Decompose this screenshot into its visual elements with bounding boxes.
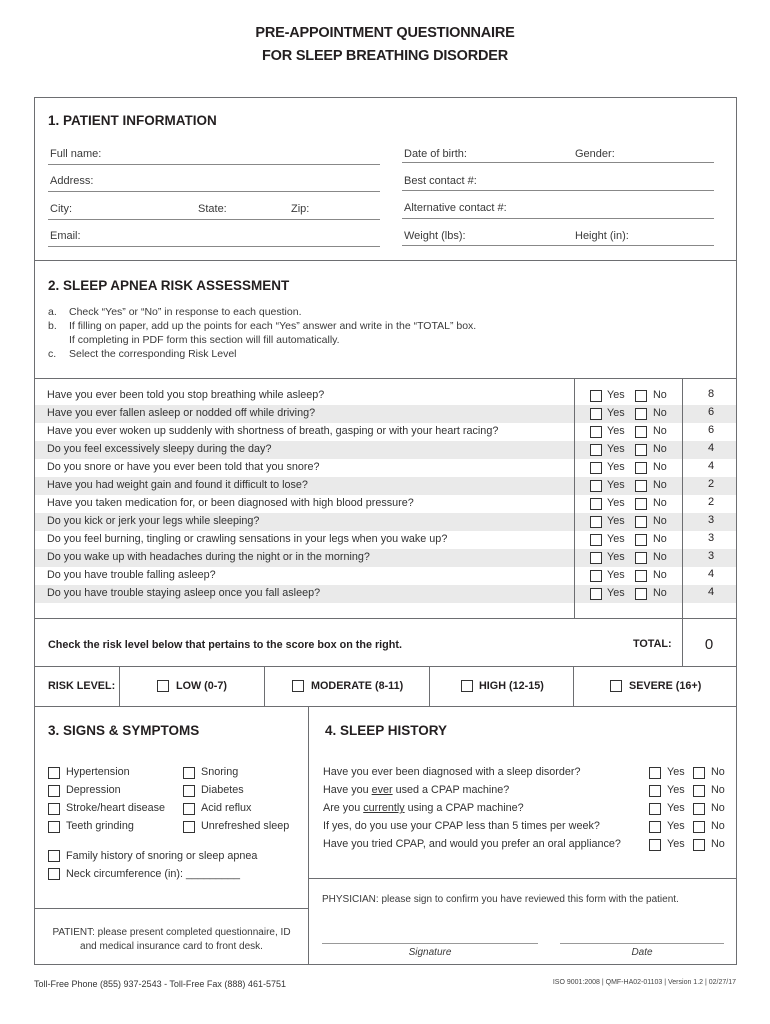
risk-question-6: Have you had weight gain and found it difficult to lose? (47, 479, 308, 491)
history-q3-yes-checkbox[interactable] (649, 803, 661, 815)
address-label: Address: (50, 175, 94, 187)
risk-q4-points: 4 (707, 442, 715, 454)
risk-question-8: Do you kick or jerk your legs while sleeping? (47, 515, 260, 527)
risk-high-checkbox[interactable] (461, 680, 473, 692)
no-label: No (653, 533, 667, 545)
signs-heading: 3. SIGNS & SYMPTOMS (48, 723, 200, 738)
risk-q11-points: 4 (707, 568, 715, 580)
history-q5-no-checkbox[interactable] (693, 839, 705, 851)
yes-label: Yes (667, 838, 685, 850)
no-label: No (653, 569, 667, 581)
risk-question-1: Have you ever been told you stop breathing while asleep? (47, 389, 325, 401)
patient-note-line2: and medical insurance card to front desk. (80, 941, 263, 952)
alt-contact-field[interactable] (402, 218, 714, 219)
history-q4: If yes, do you use your CPAP less than 5 times per week? (323, 820, 600, 832)
history-q5: Have you tried CPAP, and would you prefer an oral appliance? (323, 838, 621, 850)
history-q2-post: used a CPAP machine? (392, 784, 510, 796)
yes-label: Yes (607, 461, 625, 473)
no-label: No (653, 551, 667, 563)
risk-question-5: Do you snore or have you ever been told that you snore? (47, 461, 320, 473)
yes-label: Yes (667, 802, 685, 814)
weight-label: Weight (lbs): (404, 230, 466, 242)
no-label: No (711, 820, 725, 832)
gender-label: Gender: (575, 148, 615, 160)
history-q3-no-checkbox[interactable] (693, 803, 705, 815)
signature-line[interactable] (322, 943, 538, 944)
no-label: No (653, 461, 667, 473)
patient-info-heading: 1. PATIENT INFORMATION (48, 113, 217, 128)
risk-q9-points: 3 (707, 532, 715, 544)
risk-q7-yes-checkbox[interactable] (590, 498, 602, 510)
alt-contact-label: Alternative contact #: (404, 202, 507, 214)
risk-q5-yes-checkbox[interactable] (590, 462, 602, 474)
no-label: No (653, 407, 667, 419)
column-divider (264, 666, 265, 706)
unrefreshed-sleep-checkbox[interactable] (183, 821, 195, 833)
risk-question-3: Have you ever woken up suddenly with shortness of breath, gasping or with your heart racing? (47, 425, 499, 437)
column-divider (573, 666, 574, 706)
yes-label: Yes (607, 533, 625, 545)
risk-severe-checkbox[interactable] (610, 680, 622, 692)
risk-q6-points: 2 (707, 478, 715, 490)
yes-label: Yes (607, 569, 625, 581)
yes-label: Yes (607, 425, 625, 437)
instruction-b: If filling on paper, add up the points for each “Yes” answer and write in the “TOTAL” box. (69, 320, 477, 332)
column-divider (119, 666, 120, 706)
city-label: City: (50, 203, 72, 215)
yes-label: Yes (667, 784, 685, 796)
column-divider (574, 378, 575, 618)
risk-q5-no-checkbox[interactable] (635, 462, 647, 474)
physician-note: PHYSICIAN: please sign to confirm you have reviewed this form with the patient. (322, 894, 679, 905)
risk-q10-yes-checkbox[interactable] (590, 552, 602, 564)
no-label: No (653, 497, 667, 509)
snoring-label: Snoring (201, 766, 239, 778)
history-q4-no-checkbox[interactable] (693, 821, 705, 833)
no-label: No (653, 515, 667, 527)
form-title-line1: PRE-APPOINTMENT QUESTIONNAIRE (255, 25, 515, 41)
state-label: State: (198, 203, 227, 215)
dob-field[interactable] (402, 162, 714, 163)
history-q2-emph: ever (371, 784, 393, 796)
divider (35, 260, 736, 261)
risk-question-12: Do you have trouble staying asleep once you fall asleep? (47, 587, 321, 599)
email-field[interactable] (48, 246, 380, 247)
history-q2-no-checkbox[interactable] (693, 785, 705, 797)
history-q3-pre: Are you (323, 802, 364, 814)
no-label: No (711, 838, 725, 850)
risk-q9-yes-checkbox[interactable] (590, 534, 602, 546)
best-contact-field[interactable] (402, 190, 714, 191)
stroke-checkbox[interactable] (48, 803, 60, 815)
risk-q12-no-checkbox[interactable] (635, 588, 647, 600)
neck-circumference-checkbox[interactable] (48, 868, 60, 880)
yes-label: Yes (667, 766, 685, 778)
neck-circumference-label: Neck circumference (in): _________ (66, 868, 241, 880)
divider (35, 378, 736, 379)
no-label: No (711, 784, 725, 796)
risk-severe-label: SEVERE (16+) (629, 680, 702, 692)
city-state-zip-field[interactable] (48, 219, 380, 220)
divider (35, 706, 736, 707)
risk-q10-no-checkbox[interactable] (635, 552, 647, 564)
patient-note-line1: PATIENT: please present completed questionnaire, ID (52, 927, 291, 938)
risk-q7-points: 2 (707, 496, 715, 508)
risk-q8-no-checkbox[interactable] (635, 516, 647, 528)
risk-low-checkbox[interactable] (157, 680, 169, 692)
weight-height-field[interactable] (402, 245, 714, 246)
history-q5-yes-checkbox[interactable] (649, 839, 661, 851)
risk-q2-yes-checkbox[interactable] (590, 408, 602, 420)
date-line[interactable] (560, 943, 724, 944)
divider (35, 618, 736, 619)
risk-q1-no-checkbox[interactable] (635, 390, 647, 402)
risk-level-label: RISK LEVEL: (48, 680, 116, 692)
yes-label: Yes (667, 820, 685, 832)
risk-question-11: Do you have trouble falling asleep? (47, 569, 216, 581)
risk-q12-points: 4 (707, 586, 715, 598)
risk-q9-no-checkbox[interactable] (635, 534, 647, 546)
risk-moderate-label: MODERATE (8-11) (311, 680, 404, 692)
risk-q2-no-checkbox[interactable] (635, 408, 647, 420)
email-label: Email: (50, 230, 81, 242)
history-heading: 4. SLEEP HISTORY (325, 723, 448, 738)
best-contact-label: Best contact #: (404, 175, 477, 187)
hypertension-label: Hypertension (66, 766, 130, 778)
yes-label: Yes (607, 497, 625, 509)
history-q2-pre: Have you (323, 784, 372, 796)
risk-q10-points: 3 (707, 550, 715, 562)
instruction-a: Check “Yes” or “No” in response to each question. (69, 306, 302, 318)
full-name-field[interactable] (48, 164, 380, 165)
no-label: No (653, 479, 667, 491)
divider (35, 666, 736, 667)
family-history-label: Family history of snoring or sleep apnea (66, 850, 258, 862)
history-q3 (323, 802, 524, 814)
yes-label: Yes (607, 479, 625, 491)
risk-question-4: Do you feel excessively sleepy during the day? (47, 443, 272, 455)
risk-heading: 2. SLEEP APNEA RISK ASSESSMENT (48, 278, 290, 293)
no-label: No (653, 587, 667, 599)
risk-q11-yes-checkbox[interactable] (590, 570, 602, 582)
instruction-mark-a: a. (48, 306, 57, 318)
column-divider (429, 666, 430, 706)
yes-label: Yes (607, 587, 625, 599)
no-label: No (711, 766, 725, 778)
total-value[interactable]: 0 (704, 636, 714, 653)
risk-question-2: Have you ever fallen asleep or nodded off while driving? (47, 407, 316, 419)
risk-question-9: Do you feel burning, tingling or crawling sensations in your legs when you wake up? (47, 533, 448, 545)
risk-moderate-checkbox[interactable] (292, 680, 304, 692)
history-q1-no-checkbox[interactable] (693, 767, 705, 779)
zip-label: Zip: (291, 203, 310, 215)
risk-q6-no-checkbox[interactable] (635, 480, 647, 492)
full-name-label: Full name: (50, 148, 102, 160)
yes-label: Yes (607, 389, 625, 401)
footer-code: ISO 9001:2008 | QMF-HA02-01103 | Version 1.2 | 02/27/17 (552, 979, 736, 986)
risk-question-7: Have you taken medication for, or been diagnosed with high blood pressure? (47, 497, 414, 509)
no-label: No (653, 389, 667, 401)
column-divider (308, 706, 309, 964)
risk-q3-points: 6 (707, 424, 715, 436)
history-q1-yes-checkbox[interactable] (649, 767, 661, 779)
address-field[interactable] (48, 191, 380, 192)
risk-question-10: Do you wake up with headaches during the night or in the morning? (47, 551, 370, 563)
teeth-grinding-checkbox[interactable] (48, 821, 60, 833)
acid-reflux-checkbox[interactable] (183, 803, 195, 815)
history-q3-emph: currently (363, 802, 405, 814)
no-label: No (653, 425, 667, 437)
diabetes-checkbox[interactable] (183, 785, 195, 797)
risk-q7-no-checkbox[interactable] (635, 498, 647, 510)
risk-q4-no-checkbox[interactable] (635, 444, 647, 456)
footer-phone: Toll-Free Phone (855) 937-2543 - Toll-Free Fax (888) 461-5751 (34, 979, 286, 989)
history-q2 (323, 784, 509, 796)
form-frame (34, 97, 737, 965)
check-level-text: Check the risk level below that pertains to the score box on the right. (48, 639, 402, 651)
hypertension-checkbox[interactable] (48, 767, 60, 779)
risk-q2-points: 6 (707, 406, 715, 418)
instruction-b2: If completing in PDF form this section will fill automatically. (69, 334, 340, 346)
risk-q12-yes-checkbox[interactable] (590, 588, 602, 600)
history-q2-yes-checkbox[interactable] (649, 785, 661, 797)
risk-q3-no-checkbox[interactable] (635, 426, 647, 438)
diabetes-label: Diabetes (201, 784, 244, 796)
column-divider (682, 378, 683, 666)
risk-high-label: HIGH (12-15) (479, 680, 544, 692)
yes-label: Yes (607, 551, 625, 563)
risk-low-label: LOW (0-7) (176, 680, 227, 692)
history-q4-yes-checkbox[interactable] (649, 821, 661, 833)
signature-label: Signature (408, 947, 452, 958)
teeth-grinding-label: Teeth grinding (66, 820, 134, 832)
instruction-c: Select the corresponding Risk Level (69, 348, 237, 360)
risk-q6-yes-checkbox[interactable] (590, 480, 602, 492)
risk-q1-yes-checkbox[interactable] (590, 390, 602, 402)
date-label: Date (631, 947, 653, 958)
instruction-mark-b: b. (48, 320, 57, 332)
depression-label: Depression (66, 784, 121, 796)
risk-q1-points: 8 (707, 388, 715, 400)
no-label: No (653, 443, 667, 455)
risk-q5-points: 4 (707, 460, 715, 472)
divider (308, 878, 736, 879)
divider (35, 908, 308, 909)
history-q3-post: using a CPAP machine? (404, 802, 524, 814)
yes-label: Yes (607, 515, 625, 527)
form-title-line2: FOR SLEEP BREATHING DISORDER (261, 48, 509, 64)
family-history-checkbox[interactable] (48, 850, 60, 862)
patient-note (35, 926, 308, 954)
unrefreshed-sleep-label: Unrefreshed sleep (201, 820, 290, 832)
risk-q4-yes-checkbox[interactable] (590, 444, 602, 456)
depression-checkbox[interactable] (48, 785, 60, 797)
snoring-checkbox[interactable] (183, 767, 195, 779)
risk-q3-yes-checkbox[interactable] (590, 426, 602, 438)
dob-label: Date of birth: (404, 148, 467, 160)
acid-reflux-label: Acid reflux (201, 802, 252, 814)
instruction-mark-c: c. (48, 348, 57, 360)
risk-q11-no-checkbox[interactable] (635, 570, 647, 582)
stroke-label: Stroke/heart disease (66, 802, 166, 814)
yes-label: Yes (607, 443, 625, 455)
risk-q8-yes-checkbox[interactable] (590, 516, 602, 528)
history-q1: Have you ever been diagnosed with a sleep disorder? (323, 766, 581, 778)
height-label: Height (in): (575, 230, 629, 242)
risk-q8-points: 3 (707, 514, 715, 526)
total-label: TOTAL: (633, 638, 672, 650)
no-label: No (711, 802, 725, 814)
yes-label: Yes (607, 407, 625, 419)
